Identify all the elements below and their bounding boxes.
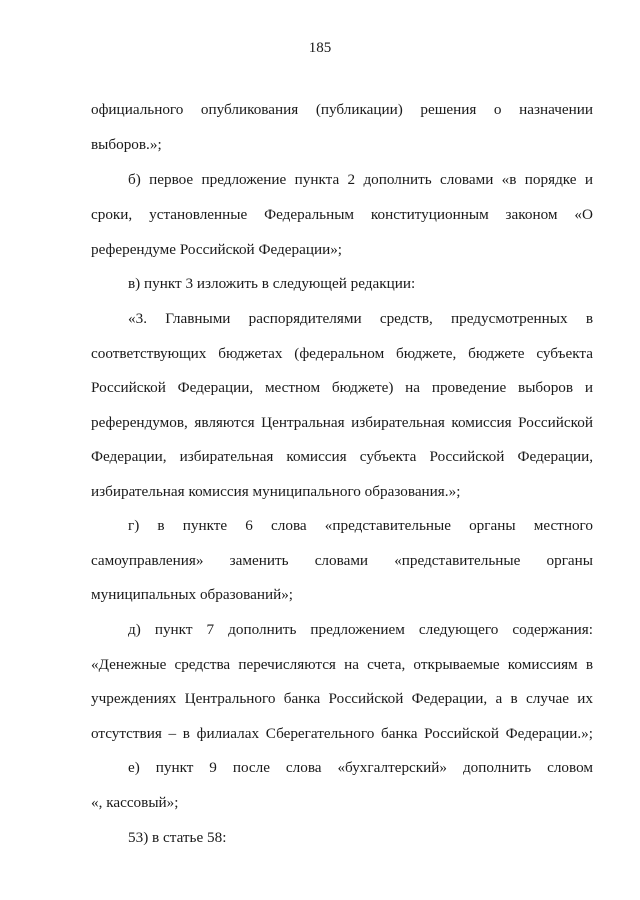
text-line: в) пункт 3 изложить в следующей редакции:	[128, 275, 416, 292]
text-line: «3. Главными распорядителями средств, предусмотренных в	[128, 310, 593, 327]
text-line: официального опубликования (публикации) решения о назначении	[91, 101, 593, 118]
text-line: учреждениях Центрального банка Российской Федерации, а в случае их	[91, 690, 593, 707]
text-line: е) пункт 9 после слова «бухгалтерский» дополнить словом	[128, 759, 593, 776]
text-line: «Денежные средства перечисляются на счета, открываемые комиссиям в	[91, 656, 593, 673]
text-line: муниципальных образований»;	[91, 586, 294, 603]
text-line: референдумов, являются Центральная избирательная комиссия Российской	[91, 414, 593, 431]
text-line: сроки, установленные Федеральным конституционным законом «О	[91, 206, 593, 223]
page-number: 185	[308, 40, 332, 56]
text-line: самоуправления» заменить словами «представительные органы	[91, 552, 593, 569]
text-line: выборов.»;	[91, 136, 162, 153]
text-line: отсутствия – в филиалах Сберегательного банка Российской Федерации.»;	[91, 725, 593, 742]
text-line: д) пункт 7 дополнить предложением следующего содержания:	[128, 621, 593, 638]
text-line: Федерации, избирательная комиссия субъекта Российской Федерации,	[91, 448, 593, 465]
text-line: избирательная комиссия муниципального образования.»;	[91, 483, 461, 500]
text-line: референдуме Российской Федерации»;	[91, 241, 343, 258]
text-line: г) в пункте 6 слова «представительные органы местного	[128, 517, 593, 534]
text-line: Российской Федерации, местном бюджете) на проведение выборов и	[91, 379, 593, 396]
text-line: б) первое предложение пункта 2 дополнить словами «в порядке и	[128, 171, 593, 188]
text-line: «, кассовый»;	[91, 794, 179, 811]
text-line: соответствующих бюджетах (федеральном бюджете, бюджете субъекта	[91, 345, 593, 362]
text-line: 53) в статье 58:	[128, 829, 227, 846]
